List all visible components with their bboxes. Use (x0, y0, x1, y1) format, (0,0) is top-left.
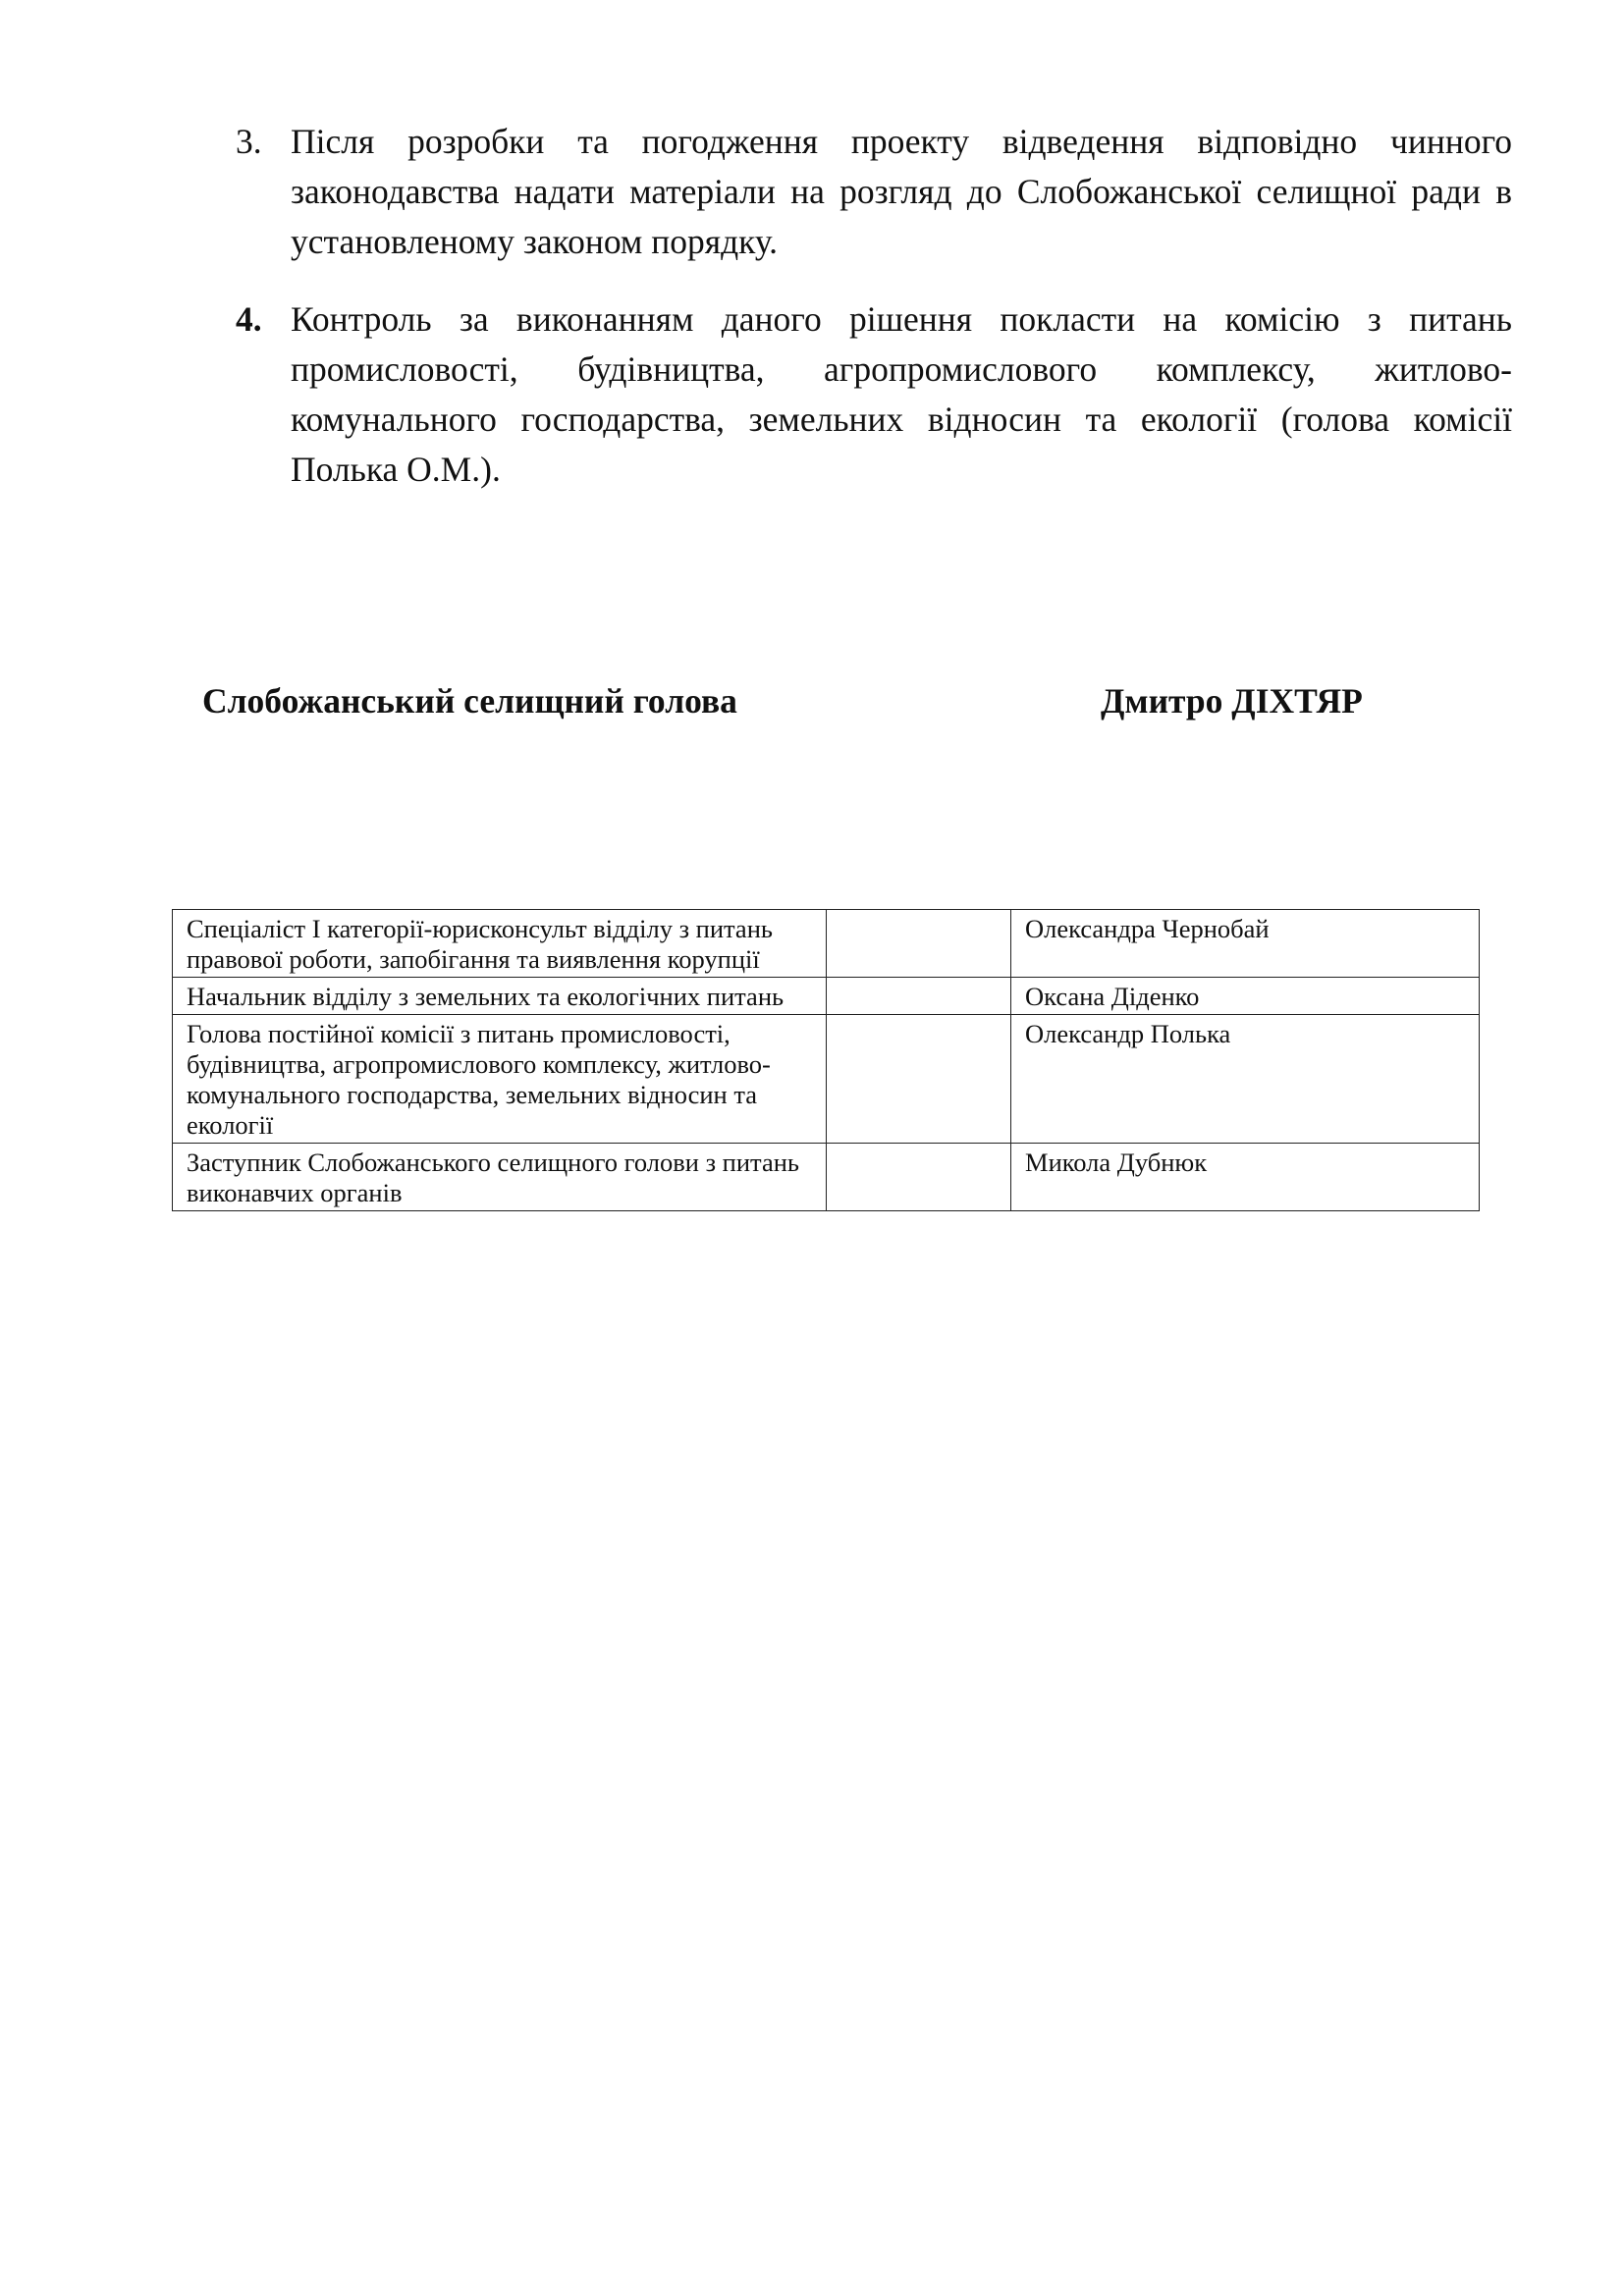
item-text: Після розробки та погодження проекту відведення відповідно чинного законодавства надати матеріали на розгляд до Слобожанської селищної ради в установленому законом порядку. (291, 122, 1512, 261)
table-row (173, 910, 1480, 978)
decision-item-3 (236, 117, 1512, 267)
decision-item-4 (236, 294, 1512, 495)
approver-name: Микола Дубнюк (1011, 1144, 1480, 1211)
approver-position: Спеціаліст І категорії-юрисконсульт відділу з питань правової роботи, запобігання та виявлення корупції (173, 910, 827, 978)
approver-name: Олександр Полька (1011, 1015, 1480, 1144)
approver-name: Оксана Діденко (1011, 978, 1480, 1015)
approver-signature-cell (827, 1144, 1011, 1211)
table-row (173, 978, 1480, 1015)
signatory-name: Дмитро ДІХТЯР (1101, 681, 1363, 721)
table-row (173, 1015, 1480, 1144)
approver-signature-cell (827, 1015, 1011, 1144)
table-row (173, 1144, 1480, 1211)
approver-position: Начальник відділу з земельних та екологічних питань (173, 978, 827, 1015)
approver-position: Заступник Слобожанського селищного голови з питань виконавчих органів (173, 1144, 827, 1211)
approver-signature-cell (827, 910, 1011, 978)
approver-name: Олександра Чернобай (1011, 910, 1480, 978)
approver-position: Голова постійної комісії з питань промисловості, будівництва, агропромислового комплексу, житлово-комунального господарства, земельних відносин та екології (173, 1015, 827, 1144)
item-text: Контроль за виконанням даного рішення покласти на комісію з питань промисловості, будівництва, агропромислового комплексу, житлово-комунального господарства, земельних відносин та екології (голова комісії Полька О.М.). (291, 299, 1512, 489)
approval-table (172, 909, 1480, 1211)
approver-signature-cell (827, 978, 1011, 1015)
signatory-role: Слобожанський селищний голова (202, 681, 737, 721)
item-number: 3. (236, 122, 262, 161)
item-number: 4. (236, 299, 262, 339)
